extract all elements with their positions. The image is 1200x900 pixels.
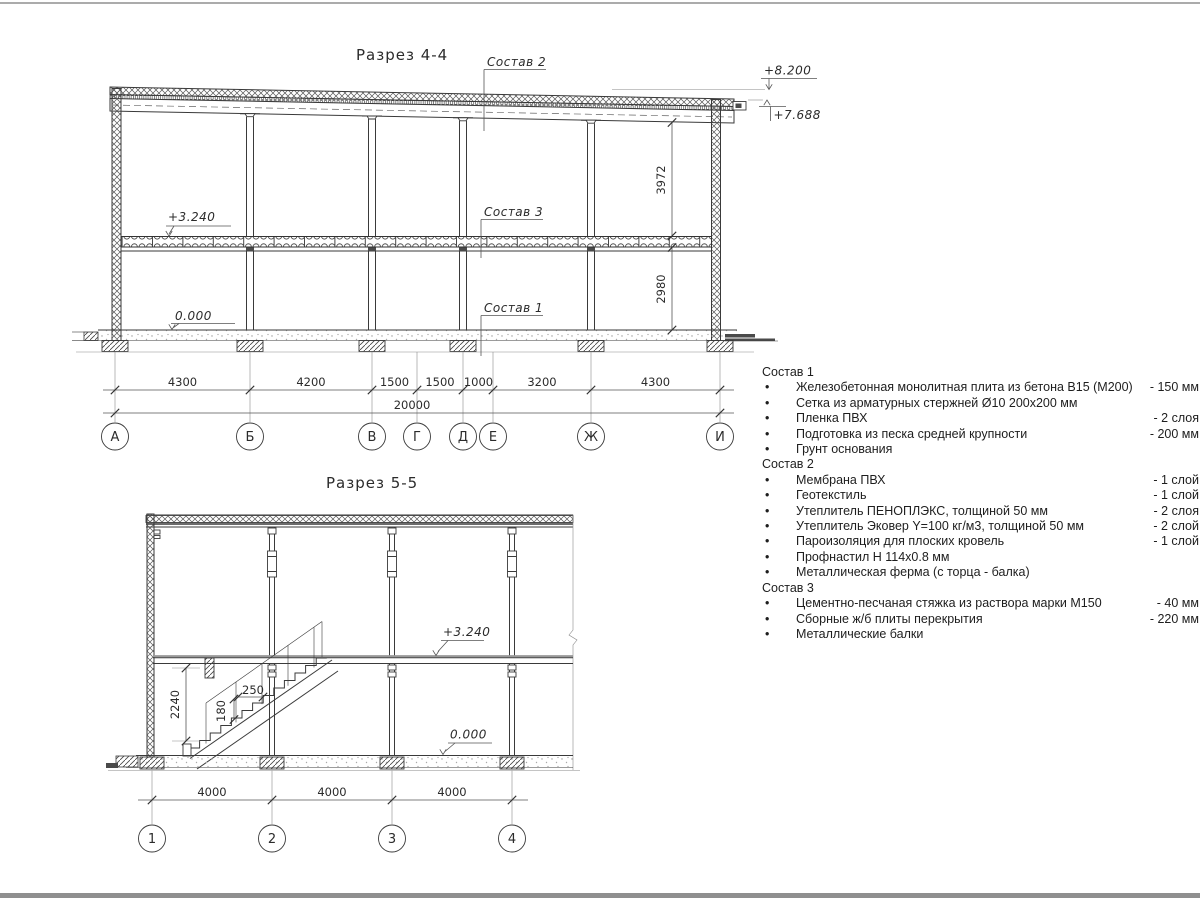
list-item: • Пароизоляция для плоских кровель - 1 слой xyxy=(762,534,1199,549)
dim-zh-i: 4300 xyxy=(640,375,671,389)
staircase xyxy=(168,622,338,770)
list-item: • Металлическая ферма (с торца - балка) xyxy=(762,565,1199,580)
bullet-icon: • xyxy=(765,380,770,395)
axis-i: И xyxy=(715,430,725,445)
list-item: • Сетка из арматурных стержней Ø10 200х200 мм xyxy=(762,396,1199,411)
list-item: • Утеплитель Эковер Y=100 кг/м3, толщиной 50 мм - 2 слой xyxy=(762,519,1199,534)
bullet-icon: • xyxy=(765,626,770,641)
list-item: • Геотекстиль - 1 слой xyxy=(762,488,1199,503)
axis-3: 3 xyxy=(387,832,397,847)
sostav-3-title: Состав 3 xyxy=(762,580,814,595)
list-item: • Сборные ж/б плиты перекрытия - 220 мм xyxy=(762,612,1199,627)
bullet-icon: • xyxy=(765,519,770,534)
list-item: • Железобетонная монолитная плита из бетона В15 (М200) - 150 мм xyxy=(762,380,1199,395)
stair-opening-beam xyxy=(205,658,214,678)
list-item: • Утеплитель ПЕНОПЛЭКС, толщиной 50 мм - 2 слоя xyxy=(762,504,1199,519)
axis-4: 4 xyxy=(507,832,517,847)
bullet-icon: • xyxy=(765,611,770,626)
floor-slab xyxy=(121,237,712,248)
left-wall-55 xyxy=(147,514,154,757)
dim-a-b: 4300 xyxy=(167,375,198,389)
axis-zh: Ж xyxy=(583,430,599,445)
axis-2: 2 xyxy=(267,832,277,847)
section-4-4-title: Разрез 4-4 xyxy=(356,46,449,64)
dim-1-2: 4000 xyxy=(197,785,227,799)
right-wall xyxy=(712,100,721,341)
axis-d: Д xyxy=(457,430,469,445)
elev-0000-44: 0.000 xyxy=(175,309,212,323)
bullet-icon: • xyxy=(765,426,770,441)
left-wall xyxy=(112,89,121,341)
axis-g: Г xyxy=(413,430,421,445)
elevation-marks-55 xyxy=(433,625,492,755)
list-item: • Металлические балки xyxy=(762,627,1199,642)
bullet-icon: • xyxy=(765,534,770,549)
dim-2980: 2980 xyxy=(654,274,668,304)
dim-b-v: 4200 xyxy=(296,375,326,389)
label-sostav2: Состав 2 xyxy=(487,55,547,69)
label-sostav3: Состав 3 xyxy=(484,205,544,219)
dim-3972: 3972 xyxy=(654,165,668,195)
elev-3240-55: +3.240 xyxy=(443,625,491,639)
section-5-5-title: Разрез 5-5 xyxy=(326,474,419,492)
dim-2240: 2240 xyxy=(168,689,182,720)
dim-2-3: 4000 xyxy=(317,785,347,799)
axis-1: 1 xyxy=(147,832,157,847)
break-line xyxy=(569,515,577,771)
section-5-5-drawing xyxy=(106,474,580,852)
elev-3240-44: +3.240 xyxy=(168,210,216,224)
foundation-blocks xyxy=(102,341,733,352)
dim-total: 20000 xyxy=(393,398,431,412)
axis-bubbles-55 xyxy=(139,825,526,852)
axis-e: Е xyxy=(488,430,498,445)
axis-bubbles-44 xyxy=(102,423,734,450)
axis-b: Б xyxy=(245,430,255,445)
dim-g-d: 1500 xyxy=(425,375,455,389)
axis-a: А xyxy=(110,430,120,445)
label-sostav1: Состав 1 xyxy=(484,301,544,315)
columns-55 xyxy=(268,527,517,756)
dim-3-4: 4000 xyxy=(437,785,467,799)
columns xyxy=(240,114,601,331)
list-item: • Грунт основания xyxy=(762,442,1199,457)
elev-8200: +8.200 xyxy=(764,63,812,78)
roof-band-55 xyxy=(146,516,573,523)
axis-v: В xyxy=(367,430,377,445)
list-item: • Мембрана ПВХ - 1 слой xyxy=(762,473,1199,488)
bullet-icon: • xyxy=(765,565,770,580)
sostav-1-title: Состав 1 xyxy=(762,365,814,379)
bullet-icon: • xyxy=(765,596,770,611)
composition-notes xyxy=(762,365,1199,642)
vertical-dimensions xyxy=(654,118,676,334)
dim-d-e: 1000 xyxy=(463,375,494,389)
sostav-2-title: Состав 2 xyxy=(762,457,814,472)
list-item: • Профнастил Н 114х0.8 мм xyxy=(762,550,1199,565)
dim-e-zh: 3200 xyxy=(527,375,557,389)
bullet-icon: • xyxy=(765,442,770,457)
bullet-icon: • xyxy=(765,503,770,518)
bullet-icon: • xyxy=(765,395,770,410)
bullet-icon: • xyxy=(765,549,770,564)
elevation-marks-left xyxy=(166,210,235,330)
list-item: • Пленка ПВХ - 2 слоя xyxy=(762,411,1199,426)
list-item: • Цементно-песчаная стяжка из раствора марки М150 - 40 мм xyxy=(762,596,1199,611)
dim-v-g: 1500 xyxy=(379,375,410,389)
bullet-icon: • xyxy=(765,488,770,503)
elev-0000-55: 0.000 xyxy=(450,727,487,742)
bullet-icon: • xyxy=(765,411,770,426)
bullet-icon: • xyxy=(765,472,770,487)
list-item: • Подготовка из песка средней крупности - 200 мм xyxy=(762,427,1199,442)
section-4-4-drawing xyxy=(72,46,821,450)
dim-180: 180 xyxy=(214,700,228,722)
dim-250: 250 xyxy=(242,683,264,697)
elev-7688: +7.688 xyxy=(773,108,821,122)
